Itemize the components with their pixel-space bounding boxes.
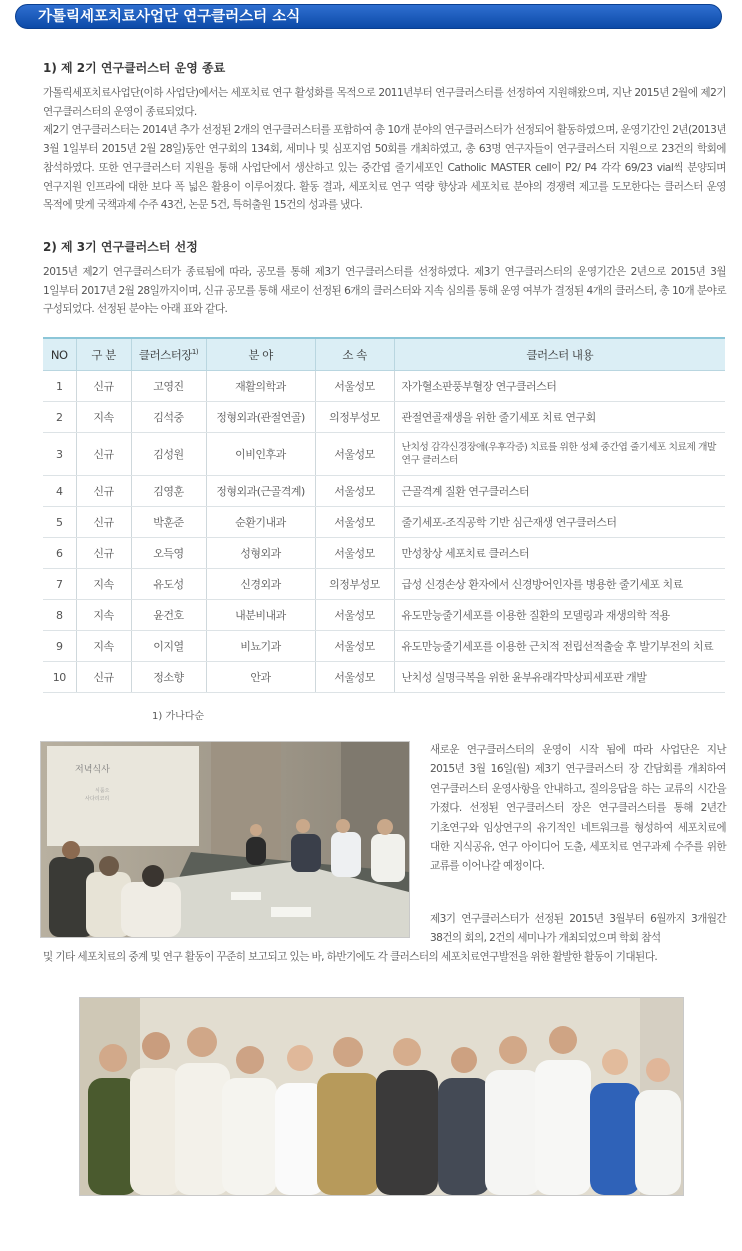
- cell-leader: 오득영: [131, 538, 206, 569]
- section2-heading: 2) 제 3기 연구클러스터 선정: [43, 240, 198, 254]
- cell-leader: 유도성: [131, 569, 206, 600]
- cell-leader: 윤건호: [131, 600, 206, 631]
- cell-content: 근골격계 질환 연구클러스터: [394, 476, 725, 507]
- table-header-row: [43, 338, 725, 371]
- col-leader: [131, 338, 206, 371]
- cell-content: 관절연골재생을 위한 줄기세포 치료 연구회: [394, 402, 725, 433]
- col-content: 클러스터 내용: [394, 338, 725, 371]
- cell-type: 신규: [76, 662, 131, 693]
- board-title: 저녁식사: [75, 765, 110, 775]
- table-row: [43, 538, 725, 569]
- section3-paragraph-2-continued: 및 기타 세포치료의 중계 및 연구 활동이 꾸준히 보고되고 있는 바, 하반기에도 각 클러스터의 세포치료연구발전을 위한 활발한 활동이 기대된다.: [43, 951, 658, 963]
- cell-field: 순환기내과: [206, 507, 315, 538]
- cell-no: 2: [43, 402, 76, 433]
- section2-paragraph: 2015년 제2기 연구클러스터가 종료됨에 따라, 공모를 통해 제3기 연구클러스터를 선정하였다. 제3기 연구클러스터의 운영기간은 2년으로 2015년 3월 1일부터 2017년 2월 28일까지이며, 신규 공모를 통해 새로이 선정된 6개의 클러스터와 지속 심의를 통해 운영 여부가 결정된 4개의 클러스터, 총 10개 분야로 구성되었다. 선정된 분야는 아래 표와 같다.: [43, 266, 726, 316]
- cell-type: 지속: [76, 569, 131, 600]
- table-row: [43, 569, 725, 600]
- board-sub1: 식품으: [95, 788, 110, 794]
- cell-no: 10: [43, 662, 76, 693]
- col-field: 분 야: [206, 338, 315, 371]
- meeting-photo-illustration: [41, 742, 409, 937]
- cell-field: 재활의학과: [206, 371, 315, 402]
- cell-leader: 김석중: [131, 402, 206, 433]
- col-no: NO: [43, 338, 76, 371]
- col-affiliation: 소 속: [315, 338, 394, 371]
- cell-leader: 박훈준: [131, 507, 206, 538]
- cell-no: 8: [43, 600, 76, 631]
- cell-no: 1: [43, 371, 76, 402]
- section1-heading: 1) 제 2기 연구클러스터 운영 종료: [43, 61, 226, 75]
- cell-type: 지속: [76, 402, 131, 433]
- cell-field: 이비인후과: [206, 433, 315, 476]
- cell-content: 유도만능줄기세포를 이용한 근치적 전립선적출술 후 발기부전의 치료: [394, 631, 725, 662]
- cell-affiliation: 서울성모: [315, 600, 394, 631]
- cell-content: 난치성 실명극복을 위한 윤부유래각막상피세포판 개발: [394, 662, 725, 693]
- cell-content: 유도만능줄기세포를 이용한 질환의 모델링과 재생의학 적용: [394, 600, 725, 631]
- cell-field: 비뇨기과: [206, 631, 315, 662]
- cell-type: 지속: [76, 600, 131, 631]
- cell-field: 정형외과(근골격계): [206, 476, 315, 507]
- cell-type: 신규: [76, 476, 131, 507]
- cell-content: 자가혈소판풍부혈장 연구클러스터: [394, 371, 725, 402]
- cell-leader: 이지열: [131, 631, 206, 662]
- cell-no: 7: [43, 569, 76, 600]
- cell-affiliation: 의정부성모: [315, 402, 394, 433]
- cell-affiliation: 서울성모: [315, 433, 394, 476]
- cell-affiliation: 의정부성모: [315, 569, 394, 600]
- cell-field: 신경외과: [206, 569, 315, 600]
- cell-no: 3: [43, 433, 76, 476]
- group-photo-illustration: [80, 998, 683, 1195]
- cell-affiliation: 서울성모: [315, 662, 394, 693]
- cell-type: 신규: [76, 538, 131, 569]
- cell-content: 난치성 감각신경장애(우후각증) 치료를 위한 성체 중간엽 줄기세포 치료제 개발 연구 클러스터: [394, 433, 725, 476]
- cell-affiliation: 서울성모: [315, 371, 394, 402]
- board-sub2: 사다리코리: [85, 796, 110, 802]
- cell-no: 4: [43, 476, 76, 507]
- col-leader-footnote-mark: 1): [191, 347, 199, 356]
- cell-affiliation: 서울성모: [315, 507, 394, 538]
- cell-type: 신규: [76, 433, 131, 476]
- table-row: [43, 662, 725, 693]
- cell-type: 지속: [76, 631, 131, 662]
- cell-affiliation: 서울성모: [315, 476, 394, 507]
- cell-content: 급성 신경손상 환자에서 신경방어인자를 병용한 줄기세포 치료: [394, 569, 725, 600]
- section1-body: [43, 84, 726, 215]
- cell-affiliation: 서울성모: [315, 538, 394, 569]
- col-leader-label: 클러스터장: [138, 347, 192, 362]
- section2-body: [43, 263, 726, 319]
- cell-field: 정형외과(관절연골): [206, 402, 315, 433]
- cell-leader: 김성원: [131, 433, 206, 476]
- cell-no: 6: [43, 538, 76, 569]
- table-row: [43, 507, 725, 538]
- section1-paragraph-1: 가톨릭세포치료사업단(이하 사업단)에서는 세포치료 연구 활성화를 목적으로 2011년부터 연구클러스터를 선정하여 지원해왔으며, 지난 2015년 2월에 제2기 연구클러스터의 운영이 종료되었다.: [43, 87, 726, 118]
- cell-no: 9: [43, 631, 76, 662]
- table-row: [43, 600, 725, 631]
- section3-paragraph-1: 새로운 연구클러스터의 운영이 시작 됨에 따라 사업단은 지난 2015년 3월 16일(월) 제3기 연구클러스터 장 간담회를 개최하여 연구클러스터 운영사항을 안내하고, 질의응답을 하는 교류의 시간을 가졌다. 선정된 연구클러스터 장은 연구클러스터를 통해 2년간 기초연구와 임상연구의 유기적인 네트워크를 형성하여 세포치료에 대한 지식공유, 연구 아이디어 도출, 세포치료 연구과제 수주를 위한 교류를 이어나갈 예정이다.: [430, 744, 726, 873]
- table-row: [43, 631, 725, 662]
- table-row: [43, 371, 725, 402]
- meeting-photo: [40, 741, 410, 938]
- cell-leader: 김영훈: [131, 476, 206, 507]
- cell-field: 안과: [206, 662, 315, 693]
- cell-type: 신규: [76, 371, 131, 402]
- cell-field: 내분비내과: [206, 600, 315, 631]
- cell-no: 5: [43, 507, 76, 538]
- table-row: [43, 402, 725, 433]
- cluster-table: [43, 337, 725, 693]
- table-row: [43, 433, 725, 476]
- table-row: [43, 476, 725, 507]
- cell-content: 만성창상 세포치료 클러스터: [394, 538, 725, 569]
- section1-paragraph-2: 제2기 연구클러스터는 2014년 추가 선정된 2개의 연구클러스터를 포함하여 총 10개 분야의 연구클러스터가 선정되어 활동하였으며, 운영기간인 2년(2013년 3월 1일부터 2015년 2월 28일)동안 연구회의 134회, 세미나 및 심포지엄 50회를 개최하였고, 총 63명 연구자들이 연구클러스터 지원으로 23건의 학회에 참석하였다. 또한 연구클러스터 지원을 통해 사업단에서 생산하고 있는 중간엽 줄기세포인 Catholic MASTER cell이 P2/ P4 각각 69/23 vial씩 분양되며 연구지원 인프라에 대한 보다 폭 넓은 활용이 이루어졌다. 활동 결과, 세포치료 연구 역량 향상과 세포치료 분야의 경쟁력 제고를 도모한다는 클러스터 운영 목적에 맞게 국책과제 수주 43건, 논문 5건, 특허출원 15건의 성과를 냈다.: [43, 124, 726, 212]
- table-footnote: 1) 가나다순: [152, 711, 205, 722]
- col-type: 구 분: [76, 338, 131, 371]
- cell-leader: 정소향: [131, 662, 206, 693]
- group-photo: [79, 997, 684, 1196]
- cell-leader: 고영진: [131, 371, 206, 402]
- cell-affiliation: 서울성모: [315, 631, 394, 662]
- page-banner-title: 가톨릭세포치료사업단 연구클러스터 소식: [15, 4, 722, 29]
- cell-type: 신규: [76, 507, 131, 538]
- cell-content: 줄기세포-조직공학 기반 심근재생 연구클러스터: [394, 507, 725, 538]
- section3-paragraph-2: 제3기 연구클러스터가 선정된 2015년 3월부터 6월까지 3개월간 38건의 회의, 2건의 세미나가 개최되었으며 학회 참석: [430, 913, 726, 945]
- cell-field: 성형외과: [206, 538, 315, 569]
